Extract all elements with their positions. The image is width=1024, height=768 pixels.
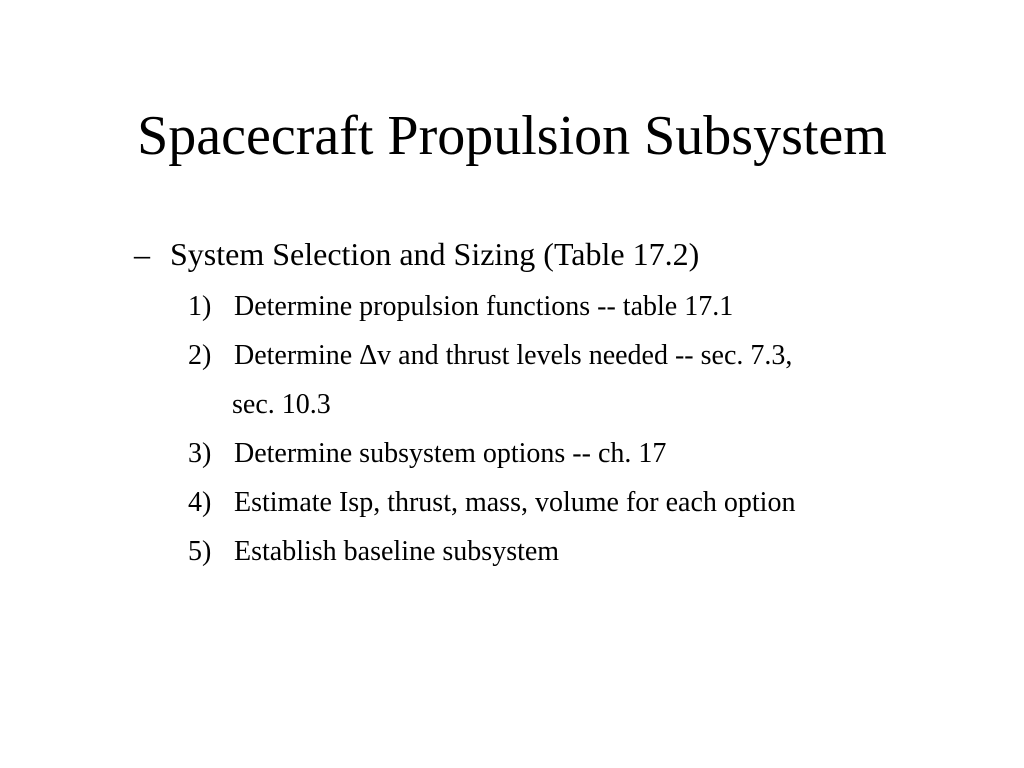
bullet-text: System Selection and Sizing (Table 17.2) <box>170 236 700 272</box>
list-item-text: Establish baseline subsystem <box>234 536 560 567</box>
list-item-number: 4) <box>188 487 212 518</box>
list-item <box>188 338 792 374</box>
bullet-dash: – <box>134 236 150 272</box>
list-item <box>188 485 795 521</box>
list-item-number: 5) <box>188 536 212 567</box>
list-item-number: 1) <box>188 291 212 322</box>
slide-title: Spacecraft Propulsion Subsystem <box>137 105 887 167</box>
main-bullet <box>134 232 699 276</box>
list-item <box>188 289 733 325</box>
list-item-number: 2) <box>188 340 212 371</box>
list-item <box>188 534 559 570</box>
list-item-number: 3) <box>188 438 212 469</box>
list-item-text: Determine propulsion functions -- table 17.1 <box>234 291 734 322</box>
list-item-text: Determine Δv and thrust levels needed -- sec. 7.3, <box>234 340 793 371</box>
list-item-text: Determine subsystem options -- ch. 17 <box>234 438 667 469</box>
list-item-text: Estimate Isp, thrust, mass, volume for each option <box>234 487 796 518</box>
list-item-continuation: sec. 10.3 <box>232 389 331 420</box>
list-item <box>188 436 666 472</box>
